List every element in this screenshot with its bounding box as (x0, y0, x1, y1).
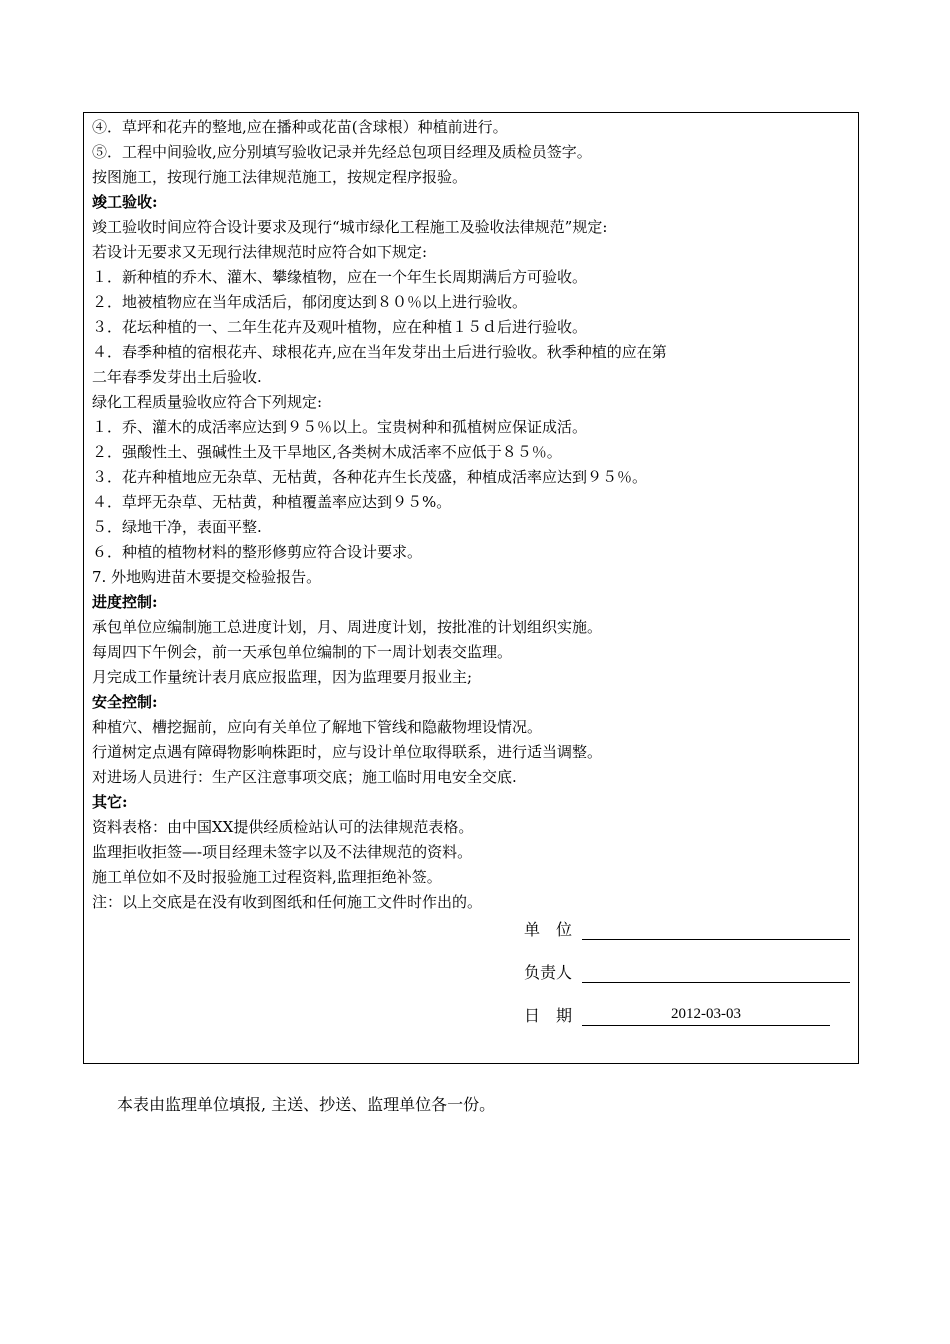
text-line: 二年春季发芽出土后验收. (92, 368, 262, 386)
text-line: 行道树定点遇有障碍物影响株距时，应与设计单位取得联系，进行适当调整。 (92, 743, 603, 761)
text-line: ⑤．工程中间验收,应分别填写验收记录并先经总包项目经理及质检员签字。 (92, 143, 592, 161)
section-heading-safety: 安全控制: (92, 693, 158, 711)
text-line: １．乔、灌木的成活率应达到９５％以上。宝贵树种和孤植树应保证成活。 (92, 418, 588, 436)
text-line: 对进场人员进行：生产区注意事项交底；施工临时用电安全交底. (92, 768, 517, 786)
text-line: 施工单位如不及时报验施工过程资料,监理拒绝补签。 (92, 868, 442, 886)
unit-label: 单 位 (524, 920, 573, 939)
text-line: ６．种植的植物材料的整形修剪应符合设计要求。 (92, 543, 423, 561)
section-heading-other: 其它: (92, 793, 128, 811)
text-line: １．新种植的乔木、灌木、攀缘植物，应在一个年生长周期满后方可验收。 (92, 268, 588, 286)
text-line: ４．春季种植的宿根花卉、球根花卉,应在当年发芽出土后进行验收。秋季种植的应在第 (92, 343, 667, 361)
form-content (92, 115, 850, 915)
text-line: 监理拒收拒签—-项目经理未签字以及不法律规范的资料。 (92, 843, 473, 861)
person-label: 负责人 (524, 963, 573, 982)
footer-note: 本表由监理单位填报, 主送、抄送、监理单位各一份。 (117, 1095, 496, 1114)
person-row (524, 953, 850, 983)
text-line: 资料表格：由中国XX提供经质检站认可的法律规范表格。 (92, 818, 474, 836)
text-line: ２．地被植物应在当年成活后，郁闭度达到８０％以上进行验收。 (92, 293, 528, 311)
text-line: 每周四下午例会，前一天承包单位编制的下一周计划表交监理。 (92, 643, 513, 661)
text-line: 7. 外地购进苗木要提交检验报告。 (92, 568, 322, 586)
unit-row (524, 910, 850, 940)
text-line: ３．花坛种植的一、二年生花卉及观叶植物，应在种植１５ｄ后进行验收。 (92, 318, 588, 336)
text-line: ４．草坪无杂草、无枯黄，种植覆盖率应达到９５%。 (92, 493, 452, 511)
text-line: 月完成工作量统计表月底应报监理，因为监理要月报业主; (92, 668, 473, 686)
unit-field (582, 917, 850, 940)
text-line: ④．草坪和花卉的整地,应在播种或花苗(含球根）种植前进行。 (92, 118, 508, 136)
text-line: 按图施工，按现行施工法律规范施工，按规定程序报验。 (92, 168, 468, 186)
date-row (524, 996, 850, 1026)
date-field: 2012-03-03 (582, 1003, 830, 1026)
text-line: 竣工验收时间应符合设计要求及现行“城市绿化工程施工及验收法律规范”规定: (92, 218, 608, 236)
text-line: 绿化工程质量验收应符合下列规定: (92, 393, 323, 411)
text-line: ３．花卉种植地应无杂草、无枯黄，各种花卉生长茂盛，种植成活率应达到９５％。 (92, 468, 648, 486)
text-line: 若设计无要求又无现行法律规范时应符合如下规定: (92, 243, 428, 261)
form-table (83, 112, 859, 1064)
text-line: 种植穴、槽挖掘前，应向有关单位了解地下管线和隐蔽物埋设情况。 (92, 718, 543, 736)
text-line: ２．强酸性土、强碱性土及干旱地区,各类树木成活率不应低于８５％。 (92, 443, 562, 461)
text-line: ５．绿地干净，表面平整. (92, 518, 262, 536)
text-line: 承包单位应编制施工总进度计划，月、周进度计划，按批准的计划组织实施。 (92, 618, 603, 636)
section-heading-completion: 竣工验收: (92, 193, 158, 211)
signature-block (524, 910, 850, 1039)
section-heading-schedule: 进度控制: (92, 593, 158, 611)
text-line: 注：以上交底是在没有收到图纸和任何施工文件时作出的。 (92, 893, 483, 911)
date-label: 日 期 (524, 1006, 573, 1025)
person-field (582, 960, 850, 983)
